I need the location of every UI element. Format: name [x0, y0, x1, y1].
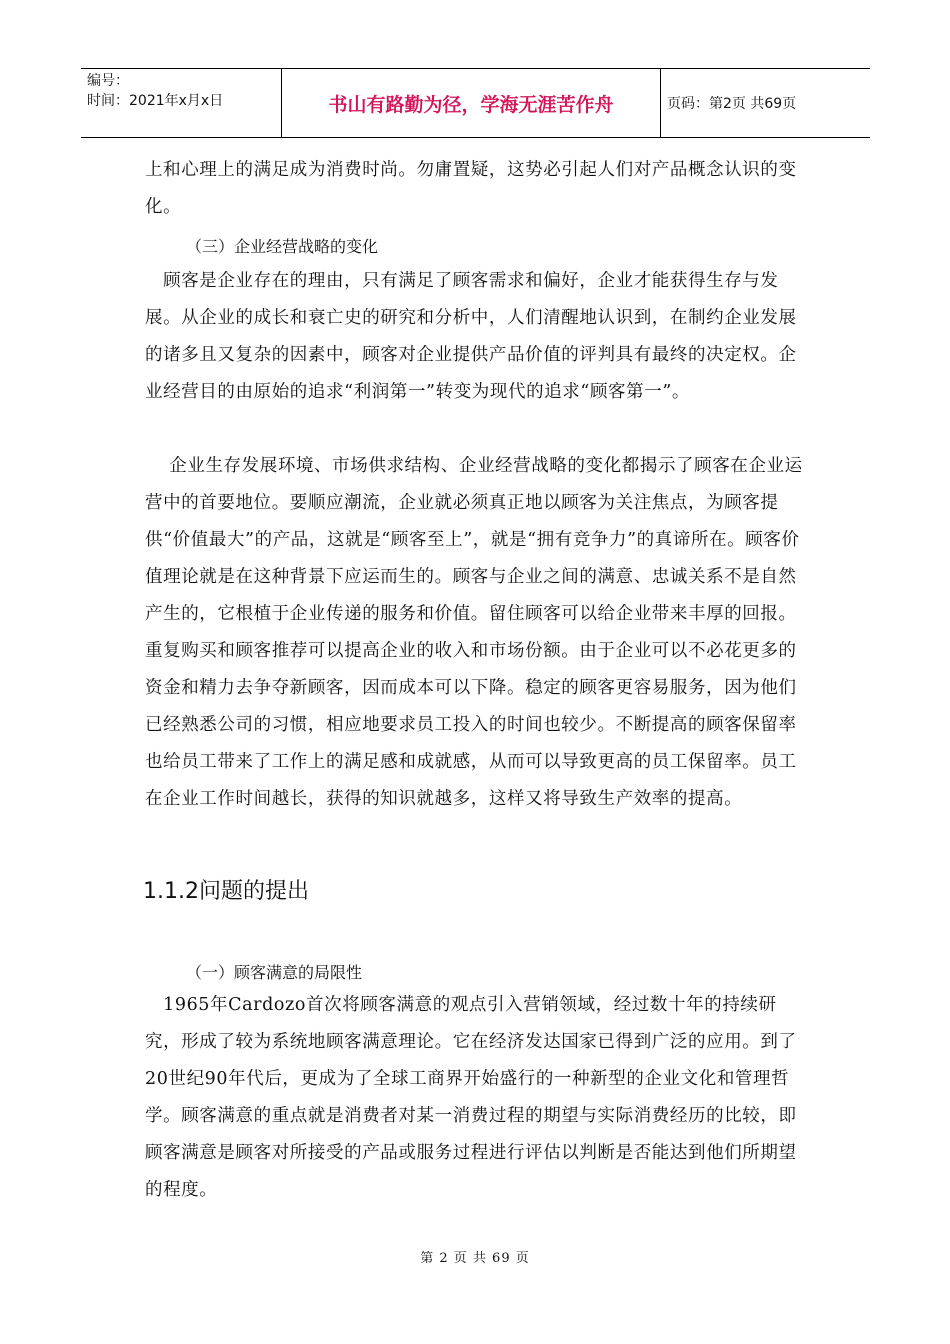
- number-label: 编号：: [87, 73, 129, 89]
- page-info: 页码：第2页 共69页: [667, 96, 797, 112]
- header-meta-cell: [81, 69, 282, 137]
- heading-1-1-2: 1.1.2问题的提出: [143, 879, 309, 904]
- header-table: [81, 68, 870, 138]
- section-3-title: （三）企业经营战略的变化: [186, 237, 379, 256]
- page-footer: 第 2 页 共 69 页: [420, 1251, 530, 1266]
- section-1-title: （一）顾客满意的局限性: [186, 963, 363, 982]
- motto: 书山有路勤为径，学海无涯苦作舟: [282, 69, 661, 137]
- paragraph-environment: 企业生存发展环境、市场供求结构、企业经营战略的变化都揭示了顾客在企业运营中的首要地位。要顺应潮流，企业就必须真正地以顾客为关注焦点，为顾客提供“价值最大”的产品，这就是“顾客至上”，就是“拥有竞争力”的真谛所在。顾客价值理论就是在这种背景下应运而生的。顾客与企业之间的满意、忠诚关系不是自然产生的，它根植于企业传递的服务和价值。留住顾客可以给企业带来丰厚的回报。重复购买和顾客推荐可以提高企业的收入和市场份额。由于企业可以不必花更多的资金和精力去争夺新顾客，因而成本可以下降。稳定的顾客更容易服务，因为他们已经熟悉公司的习惯，相应地要求员工投入的时间也较少。不断提高的顾客保留率也给员工带来了工作上的满足感和成就感，从而可以导致更高的员工保留率。员工在企业工作时间越长，获得的知识就越多，这样又将导致生产效率的提高。: [145, 456, 803, 809]
- paragraph-customer-reason: 顾客是企业存在的理由，只有满足了顾客需求和偏好，企业才能获得生存与发展。从企业的成长和衰亡史的研究和分析中，人们清醒地认识到，在制约企业发展的诸多且又复杂的因素中，顾客对企业提供产品价值的评判具有最终的决定权。企业经营目的由原始的追求“利润第一”转变为现代的追求“顾客第一”。: [145, 271, 797, 402]
- paragraph-top: 上和心理上的满足成为消费时尚。勿庸置疑，这势必引起人们对产品概念认识的变化。: [145, 160, 797, 217]
- time-label: 时间：2021年x月x日: [87, 93, 224, 109]
- paragraph-cardozo: 1965年Cardozo首次将顾客满意的观点引入营销领域，经过数十年的持续研究，形成了较为系统地顾客满意理论。它在经济发达国家已得到广泛的应用。到了20世纪90年代后，更成为了全球工商界开始盛行的一种新型的企业文化和管理哲学。顾客满意的重点就是消费者对某一消费过程的期望与实际消费经历的比较，即顾客满意是顾客对所接受的产品或服务过程进行评估以判断是否能达到他们所期望的程度。: [145, 995, 797, 1200]
